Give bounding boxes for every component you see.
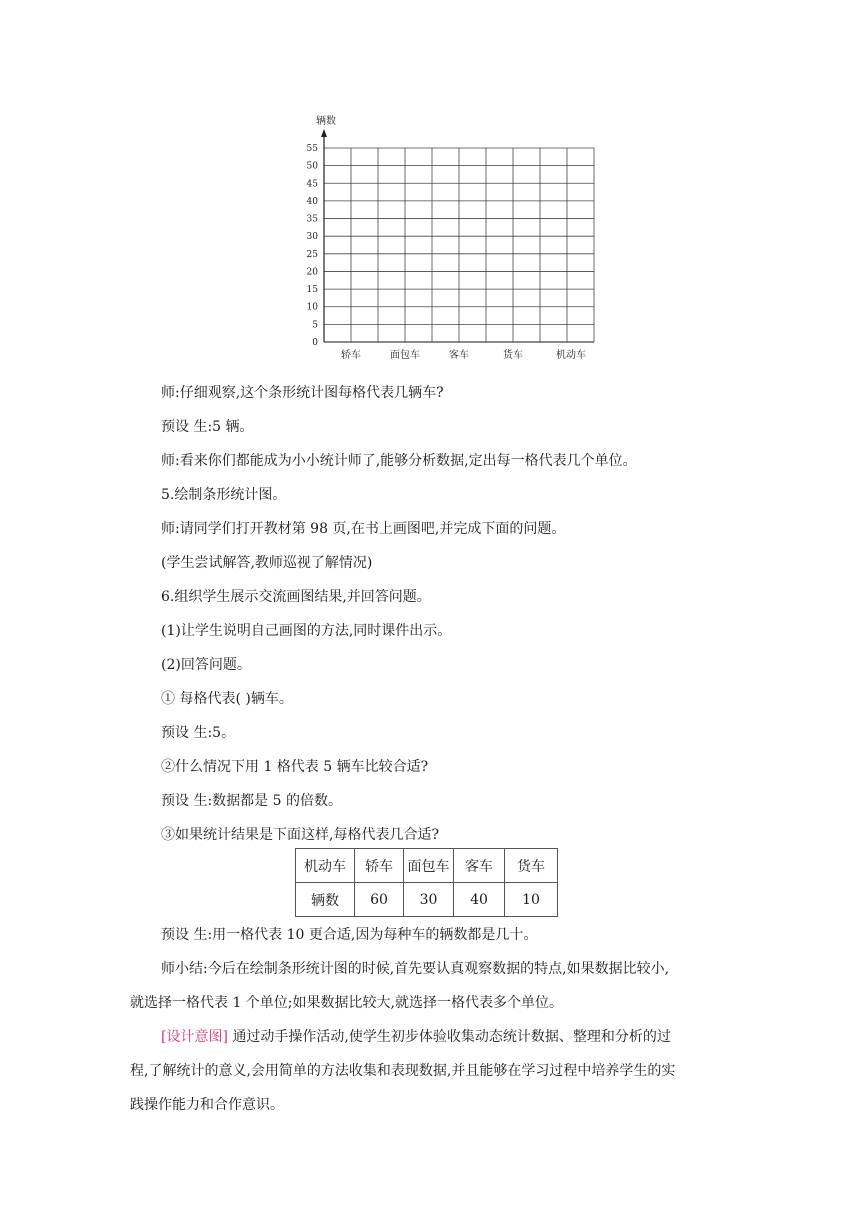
text-line: 师:请同学们打开教材第 98 页,在书上画图吧,并完成下面的问题。 xyxy=(161,521,566,537)
text-line: 预设 生:5 辆。 xyxy=(161,419,254,435)
grid-svg xyxy=(290,108,600,366)
table-cell: 面包车 xyxy=(404,849,454,883)
text-line: 预设 生:数据都是 5 的倍数。 xyxy=(161,793,342,809)
table-cell: 30 xyxy=(404,883,454,917)
text-line: ②什么情况下用 1 格代表 5 辆车比较合适? xyxy=(161,759,429,775)
y-axis-title: 辆数 xyxy=(316,116,336,127)
table-row xyxy=(296,883,558,917)
empty-bar-chart-grid xyxy=(290,108,600,366)
table-cell: 辆数 xyxy=(296,883,355,917)
text-line: (2)回答问题。 xyxy=(161,657,251,673)
design-intent-line xyxy=(161,1027,671,1047)
table-cell: 轿车 xyxy=(355,849,404,883)
y-tick-label: 10 xyxy=(306,302,318,313)
text-line: 5.绘制条形统计图。 xyxy=(161,487,287,503)
text-line: (1)让学生说明自己画图的方法,同时课件出示。 xyxy=(161,623,452,639)
y-tick-label: 25 xyxy=(306,249,318,260)
table-cell: 10 xyxy=(505,883,558,917)
text-line: 师小结:今后在绘制条形统计图的时候,首先要认真观察数据的特点,如果数据比较小, xyxy=(161,961,670,977)
y-tick-label: 40 xyxy=(306,196,318,207)
y-tick-label: 20 xyxy=(306,267,318,278)
text-line: 预设 生:5。 xyxy=(161,725,236,741)
x-category-label: 轿车 xyxy=(341,350,361,361)
y-tick-label: 45 xyxy=(306,179,318,190)
y-tick-label: 5 xyxy=(312,320,318,331)
text-line: ① 每格代表( )辆车。 xyxy=(161,691,293,707)
text-line: (学生尝试解答,教师巡视了解情况) xyxy=(161,555,373,571)
design-intent-text: 通过动手操作活动,使学生初步体验收集动态统计数据、整理和分析的过 xyxy=(227,1029,671,1045)
y-tick-label: 55 xyxy=(306,144,318,154)
y-axis-arrow xyxy=(321,129,327,137)
x-category-label: 机动车 xyxy=(556,350,586,361)
x-category-label: 客车 xyxy=(449,350,469,361)
y-tick-label: 50 xyxy=(306,161,318,172)
table-cell: 机动车 xyxy=(296,849,355,883)
y-tick-label: 15 xyxy=(306,285,318,296)
vehicle-count-table xyxy=(295,848,558,917)
text-line: 践操作能力和合作意识。 xyxy=(130,1097,284,1113)
design-intent-tag: [设计意图] xyxy=(161,1029,228,1045)
text-line: 预设 生:用一格代表 10 更合适,因为每种车的辆数都是几十。 xyxy=(161,927,538,943)
y-tick-label: 0 xyxy=(312,338,318,348)
table-cell: 货车 xyxy=(505,849,558,883)
x-category-label: 货车 xyxy=(503,350,523,361)
y-tick-label: 30 xyxy=(306,232,318,243)
text-line: 程,了解统计的意义,会用简单的方法收集和表现数据,并且能够在学习过程中培养学生的实 xyxy=(130,1063,676,1079)
table-cell: 40 xyxy=(454,883,505,917)
y-tick-label: 35 xyxy=(306,214,318,225)
x-category-label: 面包车 xyxy=(390,350,420,361)
table-cell: 60 xyxy=(355,883,404,917)
text-line: 6.组织学生展示交流画图结果,并回答问题。 xyxy=(161,589,431,605)
text-line: 就选择一格代表 1 个单位;如果数据比较大,就选择一格代表多个单位。 xyxy=(130,995,563,1011)
text-line: 师:看来你们都能成为小小统计师了,能够分析数据,定出每一格代表几个单位。 xyxy=(161,453,637,469)
table-cell: 客车 xyxy=(454,849,505,883)
text-line: 师:仔细观察,这个条形统计图每格代表几辆车? xyxy=(161,385,444,401)
text-line: ③如果统计结果是下面这样,每格代表几合适? xyxy=(161,827,439,843)
table-row xyxy=(296,849,558,883)
